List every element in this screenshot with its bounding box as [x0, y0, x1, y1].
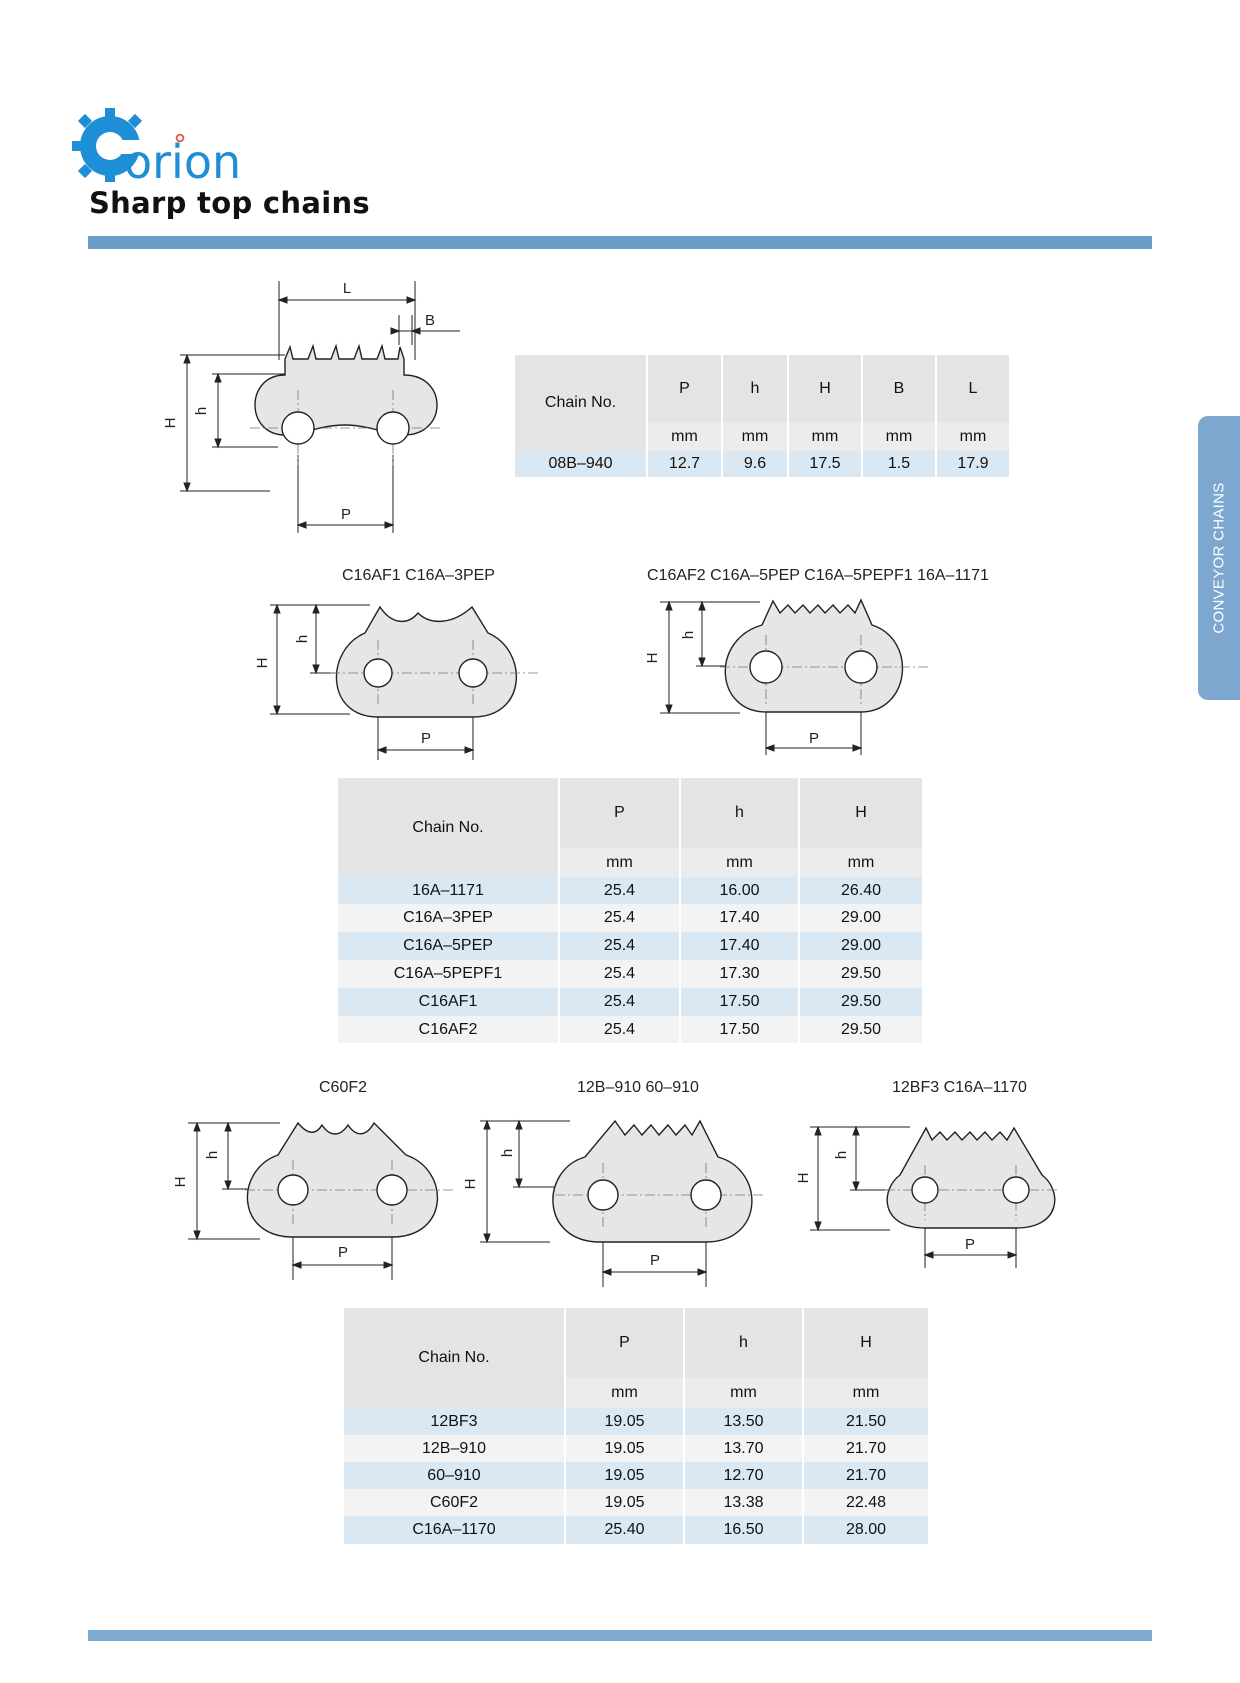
col-header: h [722, 355, 788, 422]
col-header: H [803, 1308, 929, 1378]
unit-cell: mm [680, 848, 799, 877]
value-cell: 25.4 [559, 1016, 680, 1043]
dim-label-h: h [833, 1150, 850, 1160]
chain-no-header: Chain No. [338, 778, 559, 877]
chain-cell: 12B–910 [344, 1435, 565, 1462]
chain-diagram-c60f2 [170, 1105, 460, 1285]
unit-cell: mm [684, 1378, 803, 1408]
chain-diagram-12b-910 [460, 1105, 770, 1290]
chain-cell: C16A–3PEP [338, 904, 559, 932]
unit-cell: mm [788, 422, 862, 451]
value-cell: 25.40 [565, 1516, 684, 1544]
chain-cell: C16A–5PEP [338, 932, 559, 960]
value-cell: 29.50 [799, 988, 923, 1016]
value-cell: 29.50 [799, 1016, 923, 1043]
table-row [338, 960, 923, 988]
dim-label-H: H [162, 417, 179, 429]
chain-no-header: Chain No. [344, 1308, 565, 1408]
unit-cell: mm [862, 422, 936, 451]
col-header: h [680, 778, 799, 848]
value-cell: 25.4 [559, 904, 680, 932]
value-cell: 25.4 [559, 932, 680, 960]
col-header: P [559, 778, 680, 848]
table-row [344, 1462, 929, 1489]
chain-cell: 08B–940 [515, 451, 647, 477]
value-cell: 21.50 [803, 1408, 929, 1435]
value-cell: 26.40 [799, 877, 923, 904]
dim-label-H: H [254, 657, 271, 669]
value-cell: 19.05 [565, 1489, 684, 1516]
value-cell: 21.70 [803, 1435, 929, 1462]
figure-caption: C16AF1 C16A–3PEP [342, 567, 495, 584]
value-cell: 9.6 [722, 451, 788, 477]
spec-table-16a [338, 778, 924, 1043]
chain-diagram-12bf3 [795, 1110, 1080, 1270]
header-divider [88, 236, 1152, 249]
value-cell: 12.70 [684, 1462, 803, 1489]
dim-label-h: h [680, 630, 697, 640]
dim-label-L: L [342, 280, 352, 297]
chain-cell: 60–910 [344, 1462, 565, 1489]
value-cell: 21.70 [803, 1462, 929, 1489]
chain-cell: 12BF3 [344, 1408, 565, 1435]
value-cell: 17.50 [680, 1016, 799, 1043]
value-cell: 17.5 [788, 451, 862, 477]
value-cell: 25.4 [559, 988, 680, 1016]
unit-cell: mm [936, 422, 1010, 451]
dim-label-H: H [795, 1172, 812, 1184]
value-cell: 19.05 [565, 1435, 684, 1462]
figure-caption: C16AF2 C16A–5PEP C16A–5PEPF1 16A–1171 [647, 567, 989, 584]
value-cell: 16.50 [684, 1516, 803, 1544]
value-cell: 22.48 [803, 1489, 929, 1516]
value-cell: 25.4 [559, 960, 680, 988]
chain-cell: 16A–1171 [338, 877, 559, 904]
value-cell: 19.05 [565, 1462, 684, 1489]
value-cell: 29.00 [799, 904, 923, 932]
chain-cell: C60F2 [344, 1489, 565, 1516]
chain-diagram-c16af2 [640, 595, 940, 765]
chain-no-header: Chain No. [515, 355, 647, 451]
dim-label-h: h [499, 1148, 516, 1158]
chain-diagram-08b-940 [150, 275, 470, 535]
chain-diagram-c16af1 [250, 595, 550, 765]
dim-label-P: P [420, 730, 432, 747]
value-cell: 13.50 [684, 1408, 803, 1435]
orion-logo [72, 104, 262, 184]
chain-cell: C16AF2 [338, 1016, 559, 1043]
table-row [515, 451, 1010, 477]
col-header: H [799, 778, 923, 848]
dim-label-P: P [337, 1244, 349, 1261]
table-row [344, 1408, 929, 1435]
value-cell: 17.50 [680, 988, 799, 1016]
col-header: L [936, 355, 1010, 422]
col-header: h [684, 1308, 803, 1378]
table-row [338, 904, 923, 932]
table-row [344, 1435, 929, 1462]
unit-cell: mm [722, 422, 788, 451]
dim-label-h: h [204, 1150, 221, 1160]
dim-label-H: H [172, 1176, 189, 1188]
side-tab-conveyor-chains[interactable] [1198, 416, 1240, 700]
table-row [338, 877, 923, 904]
unit-cell: mm [559, 848, 680, 877]
value-cell: 17.40 [680, 932, 799, 960]
unit-cell: mm [647, 422, 722, 451]
figure-caption: 12BF3 C16A–1170 [892, 1079, 1027, 1096]
table-row [344, 1516, 929, 1544]
value-cell: 1.5 [862, 451, 936, 477]
value-cell: 17.30 [680, 960, 799, 988]
value-cell: 29.50 [799, 960, 923, 988]
figure-caption: C60F2 [319, 1079, 368, 1096]
value-cell: 28.00 [803, 1516, 929, 1544]
dim-label-h: h [294, 634, 311, 644]
table-row [338, 988, 923, 1016]
chain-cell: C16A–5PEPF1 [338, 960, 559, 988]
value-cell: 13.38 [684, 1489, 803, 1516]
dim-label-P: P [340, 506, 352, 523]
table-row [344, 1489, 929, 1516]
dim-label-h: h [193, 406, 210, 416]
col-header: P [647, 355, 722, 422]
brand-name: orion [124, 135, 242, 184]
value-cell: 17.9 [936, 451, 1010, 477]
dim-label-P: P [808, 730, 820, 747]
col-header: H [788, 355, 862, 422]
table-row [338, 932, 923, 960]
unit-cell: mm [799, 848, 923, 877]
dim-label-H: H [644, 652, 661, 664]
footer-divider [88, 1630, 1152, 1641]
dim-label-B: B [424, 312, 436, 329]
value-cell: 17.40 [680, 904, 799, 932]
side-tab-label: CONVEYOR CHAINS [1210, 482, 1228, 634]
col-header: B [862, 355, 936, 422]
dim-label-P: P [964, 1236, 976, 1253]
dim-label-H: H [462, 1178, 479, 1190]
unit-cell: mm [565, 1378, 684, 1408]
chain-cell: C16AF1 [338, 988, 559, 1016]
col-header: P [565, 1308, 684, 1378]
value-cell: 13.70 [684, 1435, 803, 1462]
figure-caption: 12B–910 60–910 [577, 1079, 699, 1096]
value-cell: 12.7 [647, 451, 722, 477]
value-cell: 25.4 [559, 877, 680, 904]
spec-table-08b [515, 355, 1011, 477]
dim-label-P: P [649, 1252, 661, 1269]
chain-cell: C16A–1170 [344, 1516, 565, 1544]
value-cell: 16.00 [680, 877, 799, 904]
page-title: Sharp top chains [89, 186, 370, 220]
value-cell: 19.05 [565, 1408, 684, 1435]
unit-cell: mm [803, 1378, 929, 1408]
spec-table-12b [344, 1308, 930, 1544]
value-cell: 29.00 [799, 932, 923, 960]
table-row [338, 1016, 923, 1043]
